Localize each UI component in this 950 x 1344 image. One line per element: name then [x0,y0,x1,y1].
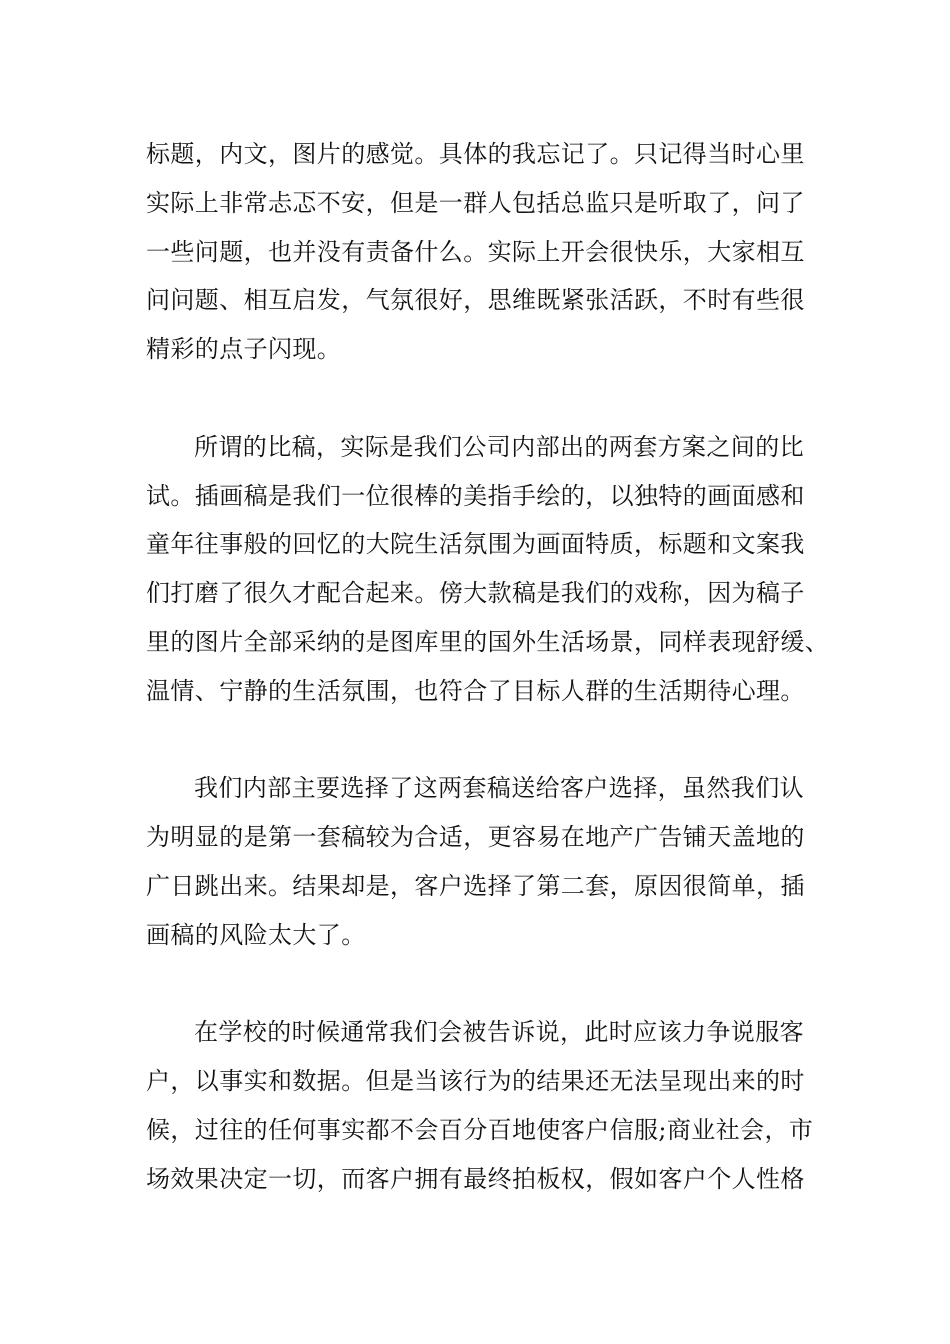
paragraph-line: 精彩的点子闪现。 [146,335,342,364]
paragraph-line: 实际上非常忐忑不安，但是一群人包括总监只是听取了，问了 [146,188,805,217]
paragraph-2 [146,423,830,716]
paragraph-line: 在学校的时候通常我们会被告诉说，此时应该力争说服客 [194,1018,804,1047]
paragraph-line: 画稿的风险太大了。 [146,920,366,949]
paragraph-line: 我们内部主要选择了这两套稿送给客户选择，虽然我们认 [194,774,804,803]
paragraph-line: 所谓的比稿，实际是我们公司内部出的两套方案之间的比 [194,432,804,461]
paragraph-line: 童年往事般的回忆的大院生活氛围为画面特质，标题和文案我 [146,530,805,559]
paragraph-line: 户，以事实和数据。但是当该行为的结果还无法呈现出来的时 [146,1067,805,1096]
paragraph-line: 问问题、相互启发，气氛很好，思维既紧张活跃，不时有些很 [146,286,805,315]
paragraph-line: 广日跳出来。结果却是，客户选择了第二套，原因很简单，插 [146,871,805,900]
document-body [146,130,830,1204]
paragraph-line: 一些问题，也并没有责备什么。实际上开会很快乐，大家相互 [146,237,805,266]
paragraph-line: 为明显的是第一套稿较为合适，更容易在地产广告铺天盖地的 [146,823,805,852]
paragraph-line: 们打磨了很久才配合起来。傍大款稿是我们的戏称，因为稿子 [146,579,805,608]
paragraph-line: 场效果决定一切，而客户拥有最终拍板权，假如客户个人性格 [146,1164,805,1193]
paragraph-1 [146,130,816,374]
paragraph-line: 里的图片全部采纳的是图库里的国外生活场景，同样表现舒缓、 [146,627,830,656]
paragraph-line: 候，过往的任何事实都不会百分百地使客户信服;商业社会，市 [146,1115,814,1144]
paragraph-line: 标题，内文，图片的感觉。具体的我忘记了。只记得当时心里 [146,140,805,168]
paragraph-4 [146,1008,816,1203]
paragraph-3 [146,764,816,959]
paragraph-line: 试。插画稿是我们一位很棒的美指手绘的，以独特的画面感和 [146,481,805,510]
paragraph-line: 温情、宁静的生活氛围，也符合了目标人群的生活期待心理。 [146,676,805,705]
